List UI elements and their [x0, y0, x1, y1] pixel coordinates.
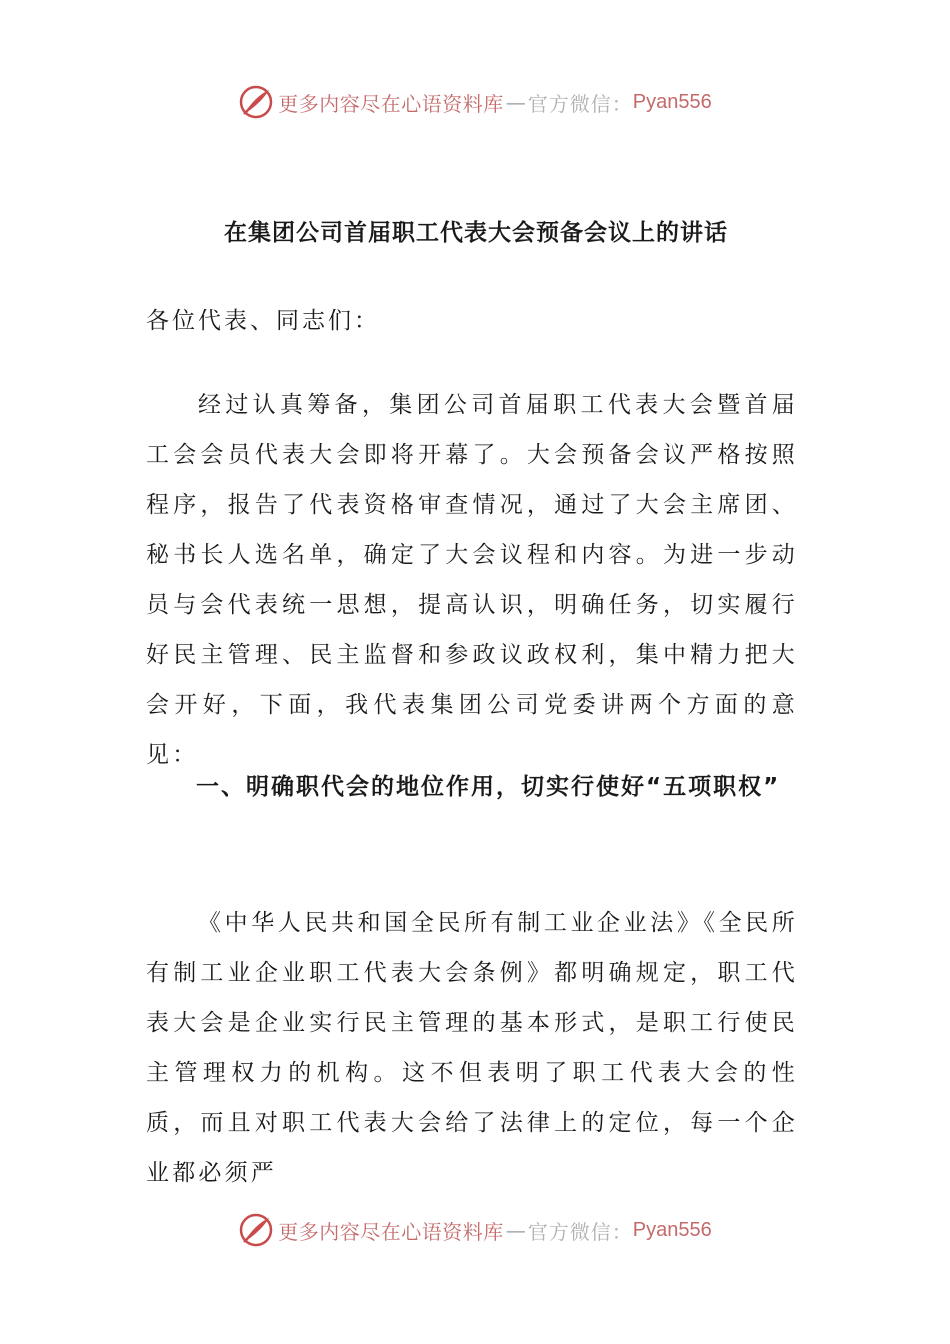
section-heading-1: 一、明确职代会的地位作用，切实行使好“五项职权”	[196, 774, 781, 800]
header-watermark	[0, 84, 950, 120]
quill-logo-icon	[238, 84, 274, 120]
salutation: 各位代表、同志们：	[146, 308, 380, 334]
watermark-separator: —	[505, 1218, 526, 1242]
paragraph-intro: 经过认真筹备，集团公司首届职工代表大会暨首届工会会员代表大会即将开幕了。大会预备会议严格按照程序，报告了代表资格审查情况，通过了大会主席团、秘书长人选名单，确定了大会议程和内容。为进一步动员与会代表统一思想，提高认识，明确任务，切实履行好民主管理、民主监督和参政议政权利，集中精力把大会开好，下面，我代表集团公司党委讲两个方面的意见：	[146, 392, 798, 768]
document-title: 在集团公司首届职工代表大会预备会议上的讲话	[224, 220, 728, 246]
watermark-wechat-id: Pyan556	[632, 90, 712, 113]
watermark-text: 更多内容尽在心语资料库	[278, 91, 504, 116]
watermark-text: 更多内容尽在心语资料库	[278, 1219, 504, 1244]
paragraph-section-1: 《中华人民共和国全民所有制工业企业法》《全民所有制工业企业职工代表大会条例》都明确规定，职工代表大会是企业实行民主管理的基本形式，是职工行使民主管理权力的机构。这不但表明了职工代表大会的性质，而且对职工代表大会给了法律上的定位，每一个企业都必须严	[146, 910, 798, 1186]
quill-logo-icon	[238, 1212, 274, 1248]
watermark-wechat-id: Pyan556	[632, 1218, 712, 1241]
watermark-wechat-label: 官方微信：	[527, 91, 633, 116]
footer-watermark	[0, 1212, 950, 1248]
watermark-separator: —	[505, 90, 526, 114]
watermark-wechat-label: 官方微信：	[527, 1219, 633, 1244]
